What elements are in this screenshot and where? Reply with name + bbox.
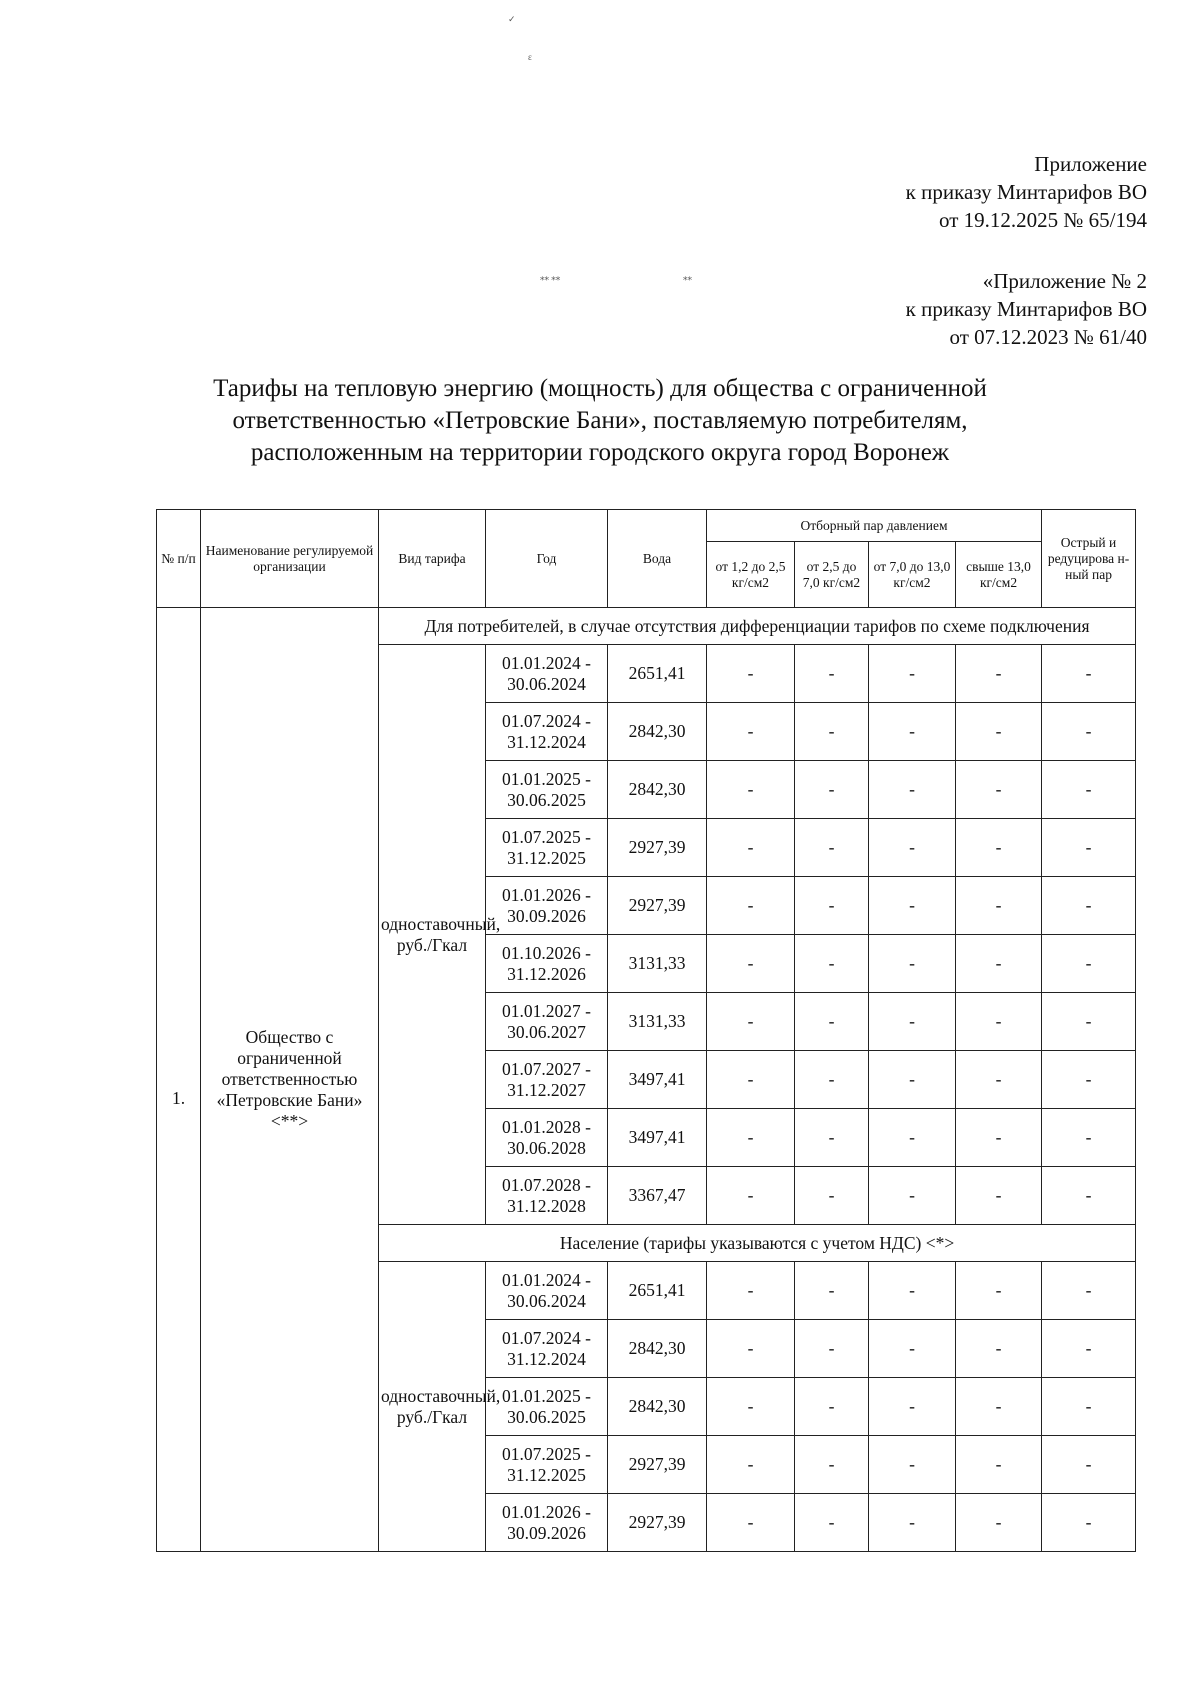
sharp-steam-cell: - bbox=[1042, 645, 1136, 703]
period-cell: 01.07.2025 - 31.12.2025 bbox=[486, 819, 608, 877]
appendix-previous-line2: к приказу Минтарифов ВО bbox=[905, 297, 1147, 321]
organization-name: Общество с ограниченной ответственностью «Петровские Бани» <**> bbox=[201, 608, 379, 1552]
steam-4-cell: - bbox=[956, 1320, 1042, 1378]
sharp-steam-cell: - bbox=[1042, 1436, 1136, 1494]
steam-4-cell: - bbox=[956, 1109, 1042, 1167]
period-cell: 01.01.2028 - 30.06.2028 bbox=[486, 1109, 608, 1167]
steam-3-cell: - bbox=[869, 993, 956, 1051]
period-cell: 01.01.2027 - 30.06.2027 bbox=[486, 993, 608, 1051]
appendix-current-line1: Приложение bbox=[1034, 152, 1147, 176]
sharp-steam-cell: - bbox=[1042, 1378, 1136, 1436]
steam-4-cell: - bbox=[956, 877, 1042, 935]
period-cell: 01.01.2025 - 30.06.2025 bbox=[486, 761, 608, 819]
sharp-steam-cell: - bbox=[1042, 819, 1136, 877]
steam-1-cell: - bbox=[707, 761, 795, 819]
period-cell: 01.01.2026 - 30.09.2026 bbox=[486, 877, 608, 935]
steam-3-cell: - bbox=[869, 1051, 956, 1109]
steam-3-cell: - bbox=[869, 1262, 956, 1320]
water-tariff-cell: 2842,30 bbox=[608, 761, 707, 819]
water-tariff-cell: 2842,30 bbox=[608, 1320, 707, 1378]
steam-3-cell: - bbox=[869, 935, 956, 993]
section-title: Население (тарифы указываются с учетом НДС) <*> bbox=[379, 1225, 1136, 1262]
title-line3: расположенным на территории городского округа город Воронеж bbox=[250, 439, 950, 466]
steam-2-cell: - bbox=[795, 1320, 869, 1378]
steam-2-cell: - bbox=[795, 1167, 869, 1225]
steam-2-cell: - bbox=[795, 761, 869, 819]
header-steam-4: свыше 13,0 кг/см2 bbox=[956, 542, 1042, 608]
steam-1-cell: - bbox=[707, 1167, 795, 1225]
steam-3-cell: - bbox=[869, 1320, 956, 1378]
water-tariff-cell: 3497,41 bbox=[608, 1109, 707, 1167]
appendix-current-line2: к приказу Минтарифов ВО bbox=[905, 180, 1147, 204]
steam-4-cell: - bbox=[956, 993, 1042, 1051]
sharp-steam-cell: - bbox=[1042, 1051, 1136, 1109]
period-cell: 01.10.2026 - 31.12.2026 bbox=[486, 935, 608, 993]
appendix-previous-header bbox=[906, 267, 1147, 351]
tariff-type: одноставочный, руб./Гкал bbox=[379, 1262, 486, 1552]
steam-2-cell: - bbox=[795, 1494, 869, 1552]
sharp-steam-cell: - bbox=[1042, 1320, 1136, 1378]
steam-1-cell: - bbox=[707, 1051, 795, 1109]
sharp-steam-cell: - bbox=[1042, 703, 1136, 761]
steam-1-cell: - bbox=[707, 1320, 795, 1378]
section-title: Для потребителей, в случае отсутствия дифференциации тарифов по схеме подключения bbox=[379, 608, 1136, 645]
steam-4-cell: - bbox=[956, 935, 1042, 993]
steam-2-cell: - bbox=[795, 1378, 869, 1436]
header-sharp-steam: Острый и редуцирова н- ный пар bbox=[1042, 510, 1136, 608]
steam-2-cell: - bbox=[795, 935, 869, 993]
tariff-table-body bbox=[157, 608, 1136, 1552]
period-cell: 01.07.2028 - 31.12.2028 bbox=[486, 1167, 608, 1225]
steam-2-cell: - bbox=[795, 1051, 869, 1109]
steam-3-cell: - bbox=[869, 1109, 956, 1167]
water-tariff-cell: 3497,41 bbox=[608, 1051, 707, 1109]
steam-1-cell: - bbox=[707, 1378, 795, 1436]
steam-2-cell: - bbox=[795, 877, 869, 935]
steam-3-cell: - bbox=[869, 819, 956, 877]
steam-1-cell: - bbox=[707, 1436, 795, 1494]
section-header-row bbox=[157, 608, 1136, 645]
steam-3-cell: - bbox=[869, 703, 956, 761]
sharp-steam-cell: - bbox=[1042, 1109, 1136, 1167]
header-steam-group: Отборный пар давлением bbox=[707, 510, 1042, 542]
steam-4-cell: - bbox=[956, 819, 1042, 877]
appendix-previous-line1: «Приложение № 2 bbox=[982, 269, 1147, 293]
row-number: 1. bbox=[157, 608, 201, 1552]
steam-1-cell: - bbox=[707, 993, 795, 1051]
steam-3-cell: - bbox=[869, 1436, 956, 1494]
period-cell: 01.01.2025 - 30.06.2025 bbox=[486, 1378, 608, 1436]
steam-2-cell: - bbox=[795, 1109, 869, 1167]
period-cell: 01.01.2024 - 30.06.2024 bbox=[486, 645, 608, 703]
title-line1: Тарифы на тепловую энергию (мощность) для общества с ограниченной bbox=[213, 375, 987, 402]
steam-1-cell: - bbox=[707, 819, 795, 877]
steam-4-cell: - bbox=[956, 1167, 1042, 1225]
title-line2: ответственностью «Петровские Бани», поставляемую потребителям, bbox=[232, 407, 968, 434]
appendix-current-line3: от 19.12.2025 № 65/194 bbox=[938, 208, 1147, 232]
water-tariff-cell: 2651,41 bbox=[608, 1262, 707, 1320]
header-steam-2: от 2,5 до 7,0 кг/см2 bbox=[795, 542, 869, 608]
water-tariff-cell: 3131,33 bbox=[608, 993, 707, 1051]
period-cell: 01.07.2024 - 31.12.2024 bbox=[486, 703, 608, 761]
steam-4-cell: - bbox=[956, 1378, 1042, 1436]
steam-2-cell: - bbox=[795, 819, 869, 877]
water-tariff-cell: 2927,39 bbox=[608, 877, 707, 935]
steam-2-cell: - bbox=[795, 703, 869, 761]
header-steam-1: от 1,2 до 2,5 кг/см2 bbox=[707, 542, 795, 608]
appendix-previous-line3: от 07.12.2023 № 61/40 bbox=[949, 325, 1147, 349]
steam-1-cell: - bbox=[707, 877, 795, 935]
water-tariff-cell: 3367,47 bbox=[608, 1167, 707, 1225]
sharp-steam-cell: - bbox=[1042, 993, 1136, 1051]
sharp-steam-cell: - bbox=[1042, 1167, 1136, 1225]
period-cell: 01.07.2025 - 31.12.2025 bbox=[486, 1436, 608, 1494]
steam-3-cell: - bbox=[869, 877, 956, 935]
water-tariff-cell: 2842,30 bbox=[608, 703, 707, 761]
steam-2-cell: - bbox=[795, 993, 869, 1051]
steam-1-cell: - bbox=[707, 1494, 795, 1552]
steam-1-cell: - bbox=[707, 1109, 795, 1167]
sharp-steam-cell: - bbox=[1042, 761, 1136, 819]
water-tariff-cell: 2842,30 bbox=[608, 1378, 707, 1436]
sharp-steam-cell: - bbox=[1042, 877, 1136, 935]
steam-3-cell: - bbox=[869, 1494, 956, 1552]
tariff-type: одноставочный, руб./Гкал bbox=[379, 645, 486, 1225]
steam-1-cell: - bbox=[707, 645, 795, 703]
steam-2-cell: - bbox=[795, 645, 869, 703]
steam-4-cell: - bbox=[956, 1051, 1042, 1109]
water-tariff-cell: 2651,41 bbox=[608, 645, 707, 703]
water-tariff-cell: 2927,39 bbox=[608, 1436, 707, 1494]
steam-4-cell: - bbox=[956, 645, 1042, 703]
steam-1-cell: - bbox=[707, 703, 795, 761]
header-steam-3: от 7,0 до 13,0 кг/см2 bbox=[869, 542, 956, 608]
period-cell: 01.07.2024 - 31.12.2024 bbox=[486, 1320, 608, 1378]
steam-4-cell: - bbox=[956, 1436, 1042, 1494]
document-title bbox=[130, 373, 1070, 469]
appendix-current-header bbox=[906, 150, 1147, 234]
period-cell: 01.07.2027 - 31.12.2027 bbox=[486, 1051, 608, 1109]
period-cell: 01.01.2026 - 30.09.2026 bbox=[486, 1494, 608, 1552]
steam-4-cell: - bbox=[956, 761, 1042, 819]
steam-4-cell: - bbox=[956, 1494, 1042, 1552]
steam-3-cell: - bbox=[869, 1378, 956, 1436]
steam-1-cell: - bbox=[707, 935, 795, 993]
header-tariff-type: Вид тарифа bbox=[379, 510, 486, 608]
steam-3-cell: - bbox=[869, 1167, 956, 1225]
header-org: Наименование регулируемой организации bbox=[201, 510, 379, 608]
sharp-steam-cell: - bbox=[1042, 1262, 1136, 1320]
header-water: Вода bbox=[608, 510, 707, 608]
header-num: № п/п bbox=[157, 510, 201, 608]
steam-3-cell: - bbox=[869, 761, 956, 819]
sharp-steam-cell: - bbox=[1042, 935, 1136, 993]
tariff-table bbox=[156, 509, 1136, 1552]
steam-4-cell: - bbox=[956, 1262, 1042, 1320]
sharp-steam-cell: - bbox=[1042, 1494, 1136, 1552]
header-year: Год bbox=[486, 510, 608, 608]
water-tariff-cell: 2927,39 bbox=[608, 1494, 707, 1552]
steam-1-cell: - bbox=[707, 1262, 795, 1320]
steam-2-cell: - bbox=[795, 1262, 869, 1320]
steam-3-cell: - bbox=[869, 645, 956, 703]
steam-2-cell: - bbox=[795, 1436, 869, 1494]
water-tariff-cell: 2927,39 bbox=[608, 819, 707, 877]
steam-4-cell: - bbox=[956, 703, 1042, 761]
water-tariff-cell: 3131,33 bbox=[608, 935, 707, 993]
period-cell: 01.01.2024 - 30.06.2024 bbox=[486, 1262, 608, 1320]
